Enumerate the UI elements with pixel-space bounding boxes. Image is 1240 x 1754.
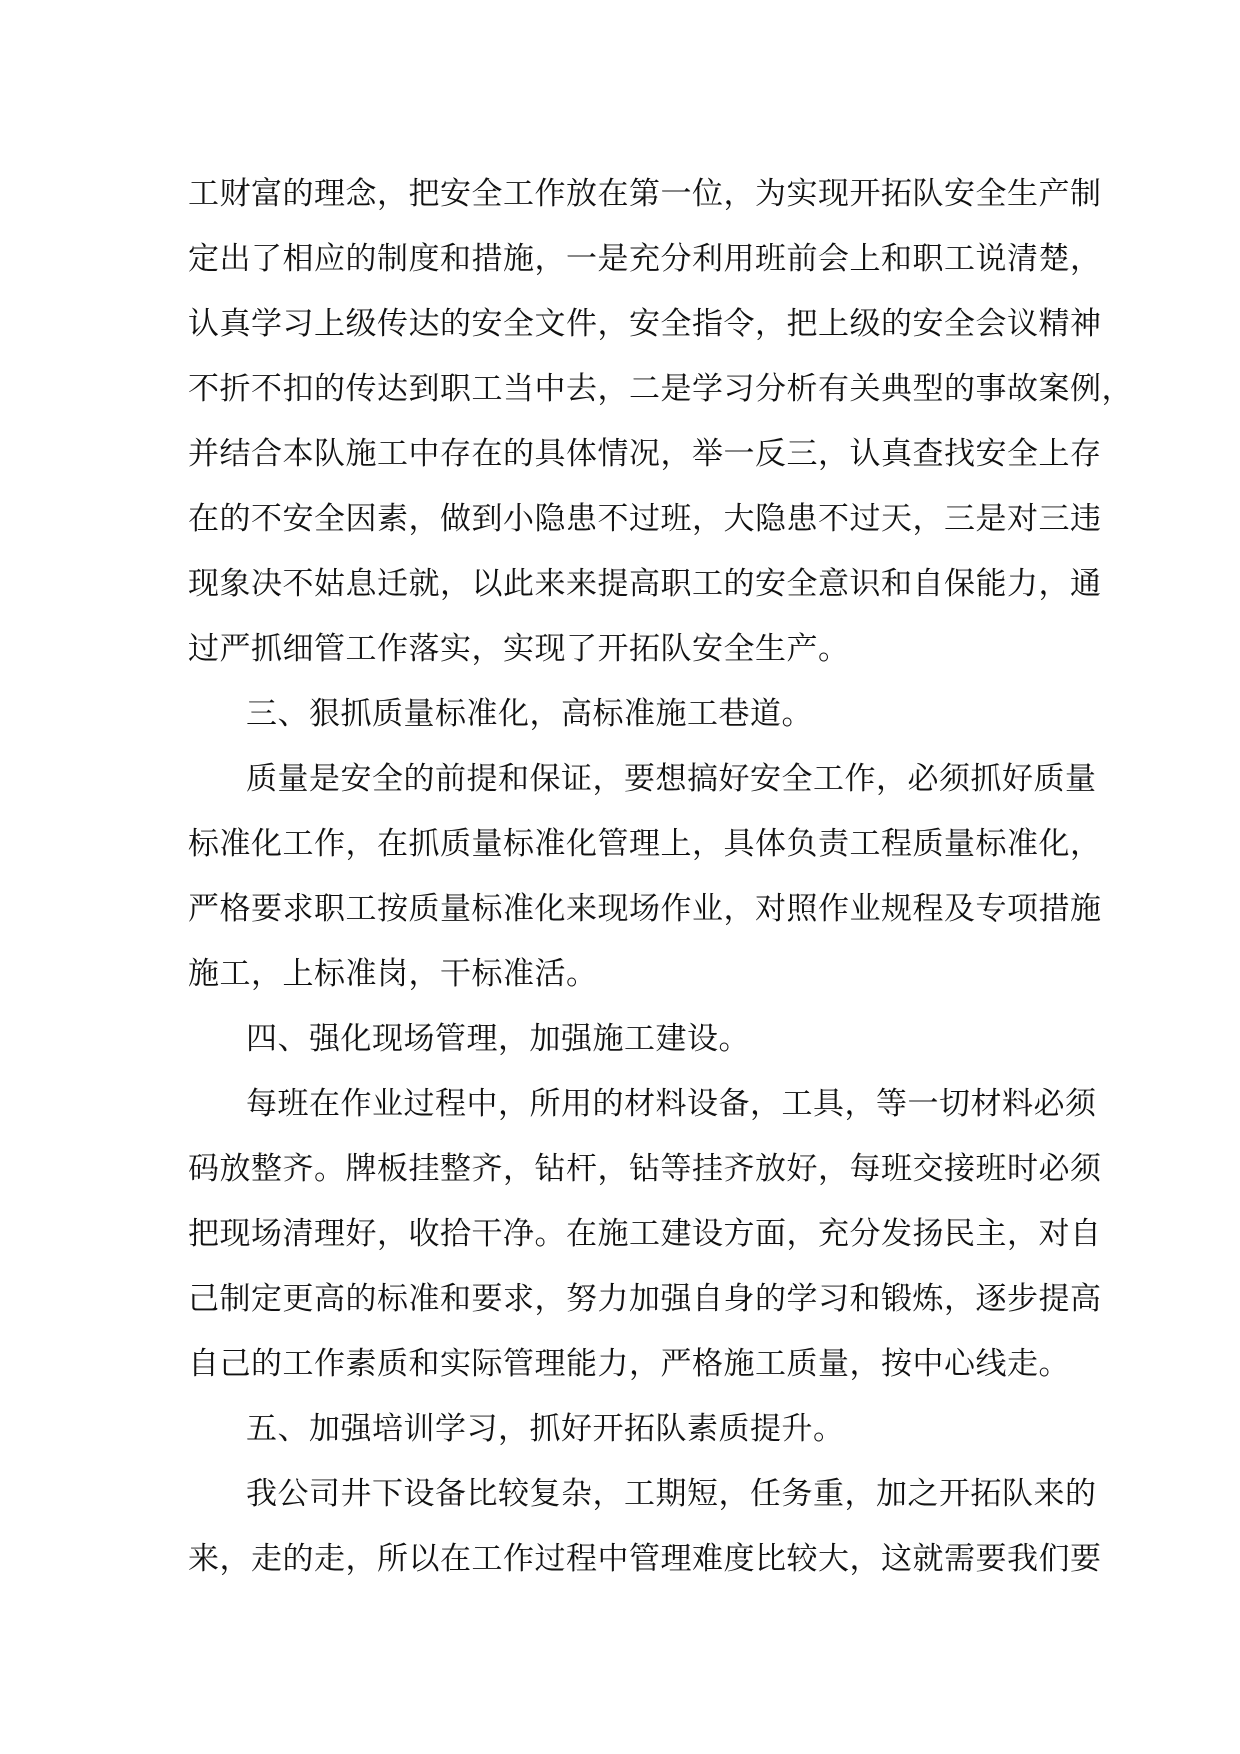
text-line-12: 严格要求职工按质量标准化来现场作业，对照作业规程及专项措施	[188, 891, 1102, 927]
text-line-6: 在的不安全因素，做到小隐患不过班，大隐患不过天，三是对三违	[188, 501, 1102, 537]
text-line-16: 码放整齐。牌板挂整齐，钻杆，钻等挂齐放好，每班交接班时必须	[188, 1151, 1102, 1187]
text-line-11: 标准化工作，在抓质量标准化管理上，具体负责工程质量标准化，	[188, 826, 1102, 862]
text-line-21: 我公司井下设备比较复杂，工期短，任务重，加之开拓队来的	[246, 1476, 1097, 1512]
text-line-2: 定出了相应的制度和措施，一是充分利用班前会上和职工说清楚，	[188, 241, 1102, 277]
text-line-10: 质量是安全的前提和保证，要想搞好安全工作，必须抓好质量	[246, 761, 1097, 797]
section-heading-3: 三、狠抓质量标准化，高标准施工巷道。	[246, 696, 813, 732]
document-body	[188, 162, 1133, 1592]
text-line-5: 并结合本队施工中存在的具体情况，举一反三，认真查找安全上存	[188, 436, 1102, 472]
text-line-7: 现象决不姑息迁就，以此来来提高职工的安全意识和自保能力，通	[188, 566, 1102, 602]
text-line-19: 自己的工作素质和实际管理能力，严格施工质量，按中心线走。	[188, 1346, 1070, 1382]
text-line-18: 己制定更高的标准和要求，努力加强自身的学习和锻炼，逐步提高	[188, 1281, 1102, 1317]
text-line-13: 施工，上标准岗，干标准活。	[188, 956, 598, 992]
text-line-1: 工财富的理念，把安全工作放在第一位，为实现开拓队安全生产制	[188, 176, 1102, 212]
section-heading-4: 四、强化现场管理，加强施工建设。	[246, 1021, 750, 1057]
text-line-8: 过严抓细管工作落实，实现了开拓队安全生产。	[188, 631, 850, 667]
text-line-4: 不折不扣的传达到职工当中去，二是学习分析有关典型的事故案例，	[188, 371, 1133, 407]
text-line-22: 来，走的走，所以在工作过程中管理难度比较大，这就需要我们要	[188, 1541, 1102, 1577]
text-line-17: 把现场清理好，收拾干净。在施工建设方面，充分发扬民主，对自	[188, 1216, 1102, 1252]
text-line-15: 每班在作业过程中，所用的材料设备，工具，等一切材料必须	[246, 1086, 1097, 1122]
text-line-3: 认真学习上级传达的安全文件，安全指令，把上级的安全会议精神	[188, 306, 1102, 342]
section-heading-5: 五、加强培训学习，抓好开拓队素质提升。	[246, 1411, 845, 1447]
